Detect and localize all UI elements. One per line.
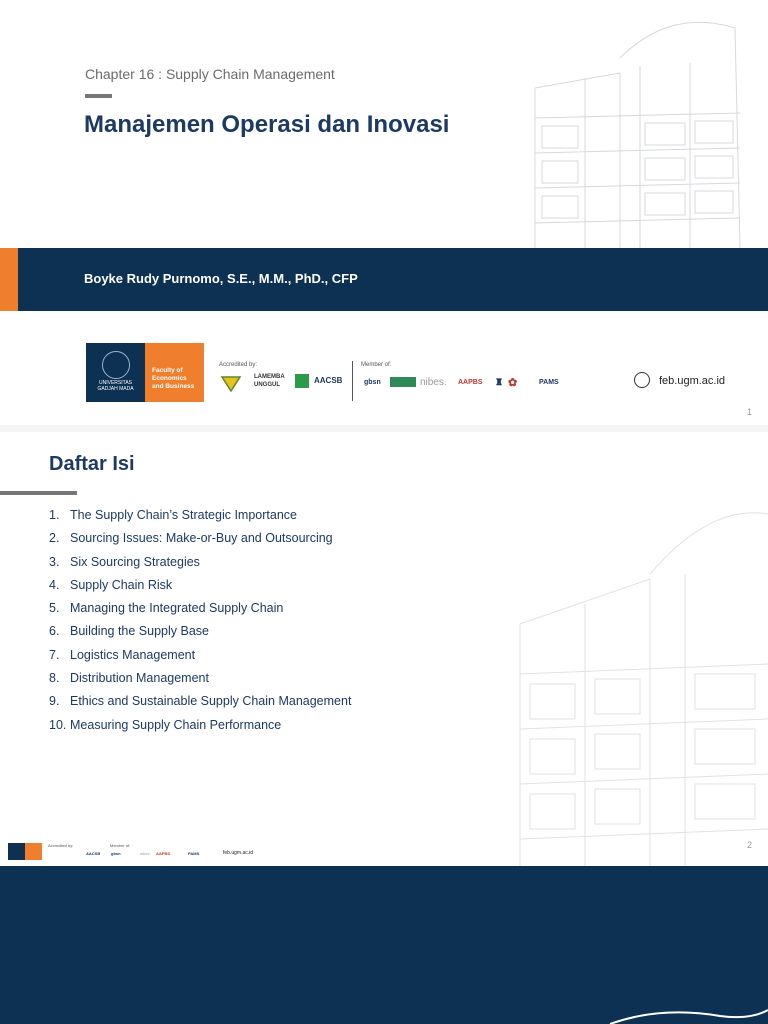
toc-text: Supply Chain Risk xyxy=(70,577,173,592)
globe-icon xyxy=(634,372,650,388)
mini-member-pams: PAMS xyxy=(188,851,200,856)
toc-text: Managing the Integrated Supply Chain xyxy=(70,601,284,616)
slide-1 xyxy=(0,0,768,425)
toc-item xyxy=(49,694,351,717)
mini-website-url[interactable]: feb.ugm.ac.id xyxy=(223,850,254,856)
author-band xyxy=(0,248,768,311)
toc-item xyxy=(49,648,351,671)
toc-rule xyxy=(0,491,77,495)
accreditor-aacsb: AACSB xyxy=(314,376,343,385)
mini-member-gbsn: gbsn xyxy=(111,851,121,856)
mini-footer-logos xyxy=(8,843,268,861)
website-url[interactable]: feb.ugm.ac.id xyxy=(659,375,726,387)
toc-text: Ethics and Sustainable Supply Chain Management xyxy=(70,694,352,709)
faculty-line-3: and Business xyxy=(152,383,195,390)
feb-logo xyxy=(145,343,204,402)
building-illustration xyxy=(510,504,768,866)
toc-number: 3. xyxy=(49,554,60,569)
mini-feb-logo xyxy=(25,843,42,860)
toc-item xyxy=(49,578,351,601)
faculty-line-2: Economics xyxy=(152,375,187,382)
author-name: Boyke Rudy Purnomo, S.E., M.M., PhD., CFP xyxy=(84,271,358,286)
band-accent xyxy=(0,248,18,311)
toc-item xyxy=(49,555,351,578)
member-nibes: nibes. xyxy=(420,377,447,388)
mini-ugm-logo xyxy=(8,843,25,860)
toc-number: 1. xyxy=(49,508,60,522)
chapter-label: Chapter 16 : Supply Chain Management xyxy=(85,66,335,82)
toc-text: Distribution Management xyxy=(70,671,209,686)
toc-item xyxy=(49,601,351,624)
page-number: 2 xyxy=(747,840,753,850)
member-pams: PAMS xyxy=(539,379,559,386)
toc-number: 4. xyxy=(49,577,60,592)
toc-item xyxy=(49,508,351,531)
toc-number: 10. xyxy=(49,717,67,732)
flower-icon: ✿ xyxy=(508,377,518,389)
ugm-logo xyxy=(86,343,145,402)
toc-list xyxy=(49,508,351,741)
toc-number: 9. xyxy=(49,694,60,709)
aacsb-icon xyxy=(295,374,309,388)
toc-item xyxy=(49,718,351,741)
toc-text: Sourcing Issues: Make-or-Buy and Outsourcing xyxy=(70,531,333,546)
green-badge-icon xyxy=(390,377,416,387)
mini-member-nibes: nibes. xyxy=(140,851,151,856)
member-aapbs: AAPBS xyxy=(458,379,483,386)
slide-title: Manajemen Operasi dan Inovasi xyxy=(84,111,450,138)
toc-heading: Daftar Isi xyxy=(49,453,135,475)
member-label: Member of: xyxy=(361,362,392,368)
faculty-name xyxy=(152,367,194,391)
page-number: 1 xyxy=(747,407,753,417)
toc-number: 8. xyxy=(49,671,60,686)
toc-item xyxy=(49,671,351,694)
member-gbsn: gbsn xyxy=(364,379,381,386)
mini-accredited-label: Accredited by: xyxy=(48,843,74,848)
building-illustration xyxy=(530,18,760,248)
emblem-icon: ♜ xyxy=(495,377,504,387)
toc-number: 7. xyxy=(49,647,60,662)
toc-text: Building the Supply Base xyxy=(70,624,209,639)
toc-number: 6. xyxy=(49,624,60,639)
footer-logos xyxy=(86,343,736,403)
toc-text: Measuring Supply Chain Performance xyxy=(70,717,282,732)
faculty-line-1: Faculty of xyxy=(152,367,183,374)
accreditor-lamemba: LAMEMBA UNGGUL xyxy=(254,374,285,388)
mini-member-label: Member of: xyxy=(110,843,131,848)
university-name: UNIVERSITAS GADJAH MADA xyxy=(97,380,134,392)
toc-number: 5. xyxy=(49,601,60,616)
title-dash xyxy=(85,94,112,98)
toc-text: The Supply Chain’s Strategic Importance xyxy=(70,508,297,522)
slide-2 xyxy=(0,432,768,866)
toc-number: 2. xyxy=(49,531,60,546)
toc-text: Six Sourcing Strategies xyxy=(70,554,200,569)
mini-member-aapbs: AAPBS xyxy=(156,851,171,856)
toc-item xyxy=(49,624,351,647)
toc-text: Logistics Management xyxy=(70,647,196,662)
footer-divider xyxy=(352,361,353,401)
building-illustration xyxy=(600,996,768,1024)
toc-item xyxy=(49,531,351,554)
ugm-seal-icon xyxy=(102,351,130,379)
accredited-label: Accredited by: xyxy=(219,362,258,368)
slide-3 xyxy=(0,866,768,1024)
mini-accreditor-aacsb: AACSB xyxy=(86,851,101,856)
slide-gap xyxy=(0,425,768,432)
ban-pt-icon xyxy=(220,373,242,393)
